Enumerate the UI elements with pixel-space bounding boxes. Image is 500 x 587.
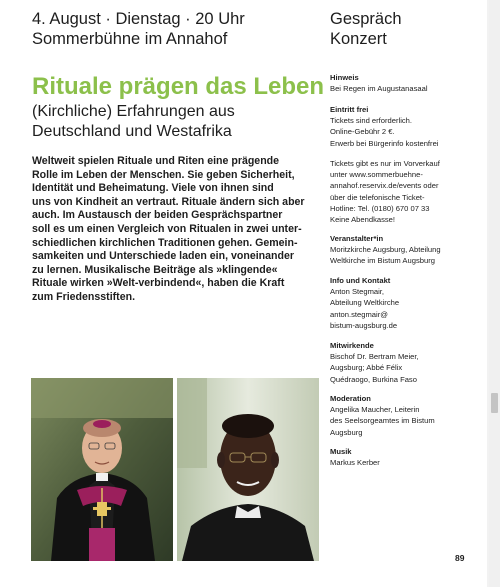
kontakt-heading: Info und Kontakt [330, 276, 391, 285]
moderation-line: Augsburg [330, 427, 363, 437]
bishop-photo [31, 378, 173, 561]
hinweis-line: Bei Regen im Augustanasaal [330, 84, 428, 94]
veranstalter-block [330, 233, 482, 267]
musik-heading: Musik [330, 447, 352, 456]
veranstalter-heading: Veranstalter*in [330, 234, 384, 243]
lead-line: zum Friedensstiften. [32, 290, 136, 303]
lead-line: schiedlichen kirchlichen Traditionen gehen. Gemein- [32, 236, 298, 249]
kontakt-line: Abteilung Weltkirche [330, 298, 400, 308]
lead-line: soll es um einen Vergleich von Ritualen in zwei unter- [32, 222, 302, 235]
event-venue: Sommerbühne im Annahof [32, 30, 228, 48]
mitwirkende-line: Augsburg; Abbé Félix [330, 363, 403, 373]
tickets-line: unter www.sommerbuehne- [330, 170, 423, 180]
event-date: 4. August · Dienstag · 20 Uhr [32, 10, 245, 28]
eintritt-heading: Eintritt frei [330, 105, 369, 114]
lead-line: auch. Im Austausch der beiden Gesprächspartner [32, 209, 283, 222]
hinweis-block [330, 72, 482, 94]
event-title: Rituale prägen das Leben [32, 73, 325, 100]
veranstalter-line: Weltkirche im Bistum Augsburg [330, 256, 435, 266]
lead-line: zu lernen. Musikalische Beiträge als »klingende« [32, 263, 278, 276]
eintritt-line: Tickets sind erforderlich. [330, 116, 413, 126]
eintritt-line: Erwerb bei Bürgerinfo kostenfrei [330, 138, 439, 148]
tickets-line: annahof.reservix.de/events oder [330, 181, 439, 191]
kontakt-line: bistum-augsburg.de [330, 320, 398, 330]
moderation-heading: Moderation [330, 394, 371, 403]
lead-line: Rituale wirken »Welt-verbindend«, haben die Kraft [32, 277, 285, 290]
page-number: 89 [455, 553, 465, 563]
eintritt-block [330, 104, 482, 149]
tickets-block [330, 158, 482, 225]
mitwirkende-line: Quédraogo, Burkina Faso [330, 374, 417, 384]
veranstalter-line: Moritzkirche Augsburg, Abteilung [330, 245, 441, 255]
lead-line: samkeiten und Unterschiede laden ein, voneinander [32, 250, 294, 263]
lead-line: uns von Kindheit an vertraut. Rituale ändern sich aber [32, 195, 305, 208]
moderation-block [330, 393, 482, 438]
hinweis-heading: Hinweis [330, 73, 359, 82]
moderation-line: des Seelsorgeamtes im Bistum [330, 416, 435, 426]
eintritt-line: Online-Gebühr 2 €. [330, 127, 395, 137]
moderation-line: Angelika Maucher, Leiterin [330, 405, 420, 415]
lead-line: Weltweit spielen Rituale und Riten eine prägende [32, 155, 280, 167]
event-subtitle: (Kirchliche) Erfahrungen aus Deutschland und Westafrika [32, 103, 235, 140]
lead-paragraph [32, 155, 317, 305]
tickets-line: Hotline: Tel. (0180) 670 07 33 [330, 203, 430, 213]
mitwirkende-heading: Mitwirkende [330, 341, 374, 350]
tickets-line: Keine Abendkasse! [330, 215, 396, 225]
scrollbar-thumb[interactable] [491, 393, 498, 413]
kontakt-block [330, 275, 482, 331]
mitwirkende-block [330, 340, 482, 385]
tickets-line: über die telefonische Ticket- [330, 192, 425, 202]
musik-line: Markus Kerber [330, 458, 380, 468]
event-type-gespraech: Gespräch [330, 10, 402, 28]
priest-photo [177, 378, 319, 561]
kontakt-line: anton.stegmair@ [330, 309, 388, 319]
tickets-line: Tickets gibt es nur im Vorverkauf [330, 159, 440, 168]
mitwirkende-line: Bischof Dr. Bertram Meier, [330, 352, 419, 362]
kontakt-line: Anton Stegmair, [330, 287, 385, 297]
lead-line: Rolle im Leben der Menschen. Sie geben Sicherheit, [32, 168, 295, 181]
musik-block [330, 446, 482, 468]
event-type-konzert: Konzert [330, 30, 387, 48]
vertical-scrollbar[interactable] [489, 0, 500, 587]
lead-line: Identität und Beheimatung. Viele von ihnen sind [32, 182, 274, 195]
